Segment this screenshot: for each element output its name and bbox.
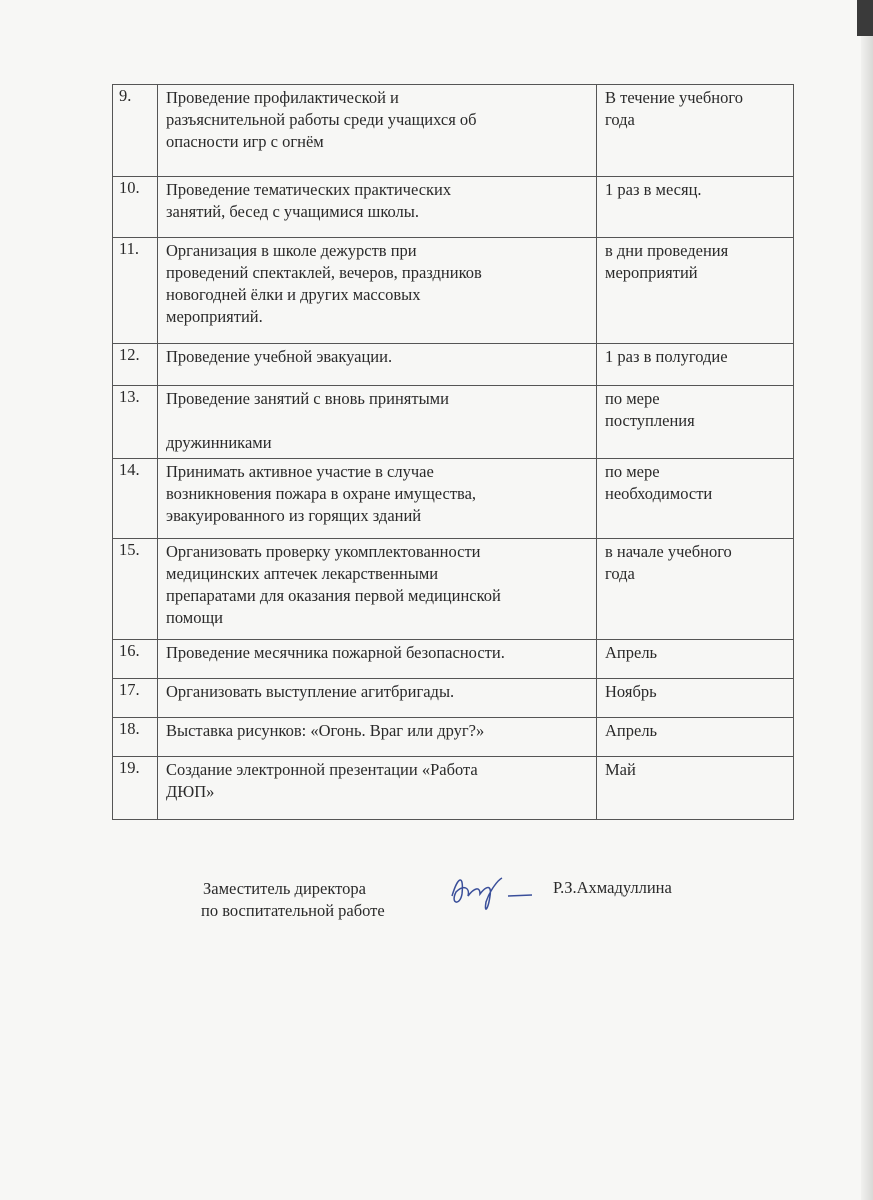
table-row [113,757,794,820]
row-number: 18. [113,718,158,757]
row-number: 19. [113,757,158,820]
row-activity: Принимать активное участие в случае возникновения пожара в охране имущества, эвакуированного из горящих зданий [158,459,597,539]
signatory-position [203,878,385,922]
table-row [113,85,794,177]
row-number: 10. [113,177,158,238]
table-row [113,539,794,640]
row-activity: Организовать проверку укомплектованности медицинских аптечек лекарственными препаратами для оказания первой медицинской помощи [158,539,597,640]
row-number: 15. [113,539,158,640]
row-activity: Организация в школе дежурств при проведений спектаклей, вечеров, праздников новогодней ёлки и других массовых мероприятий. [158,238,597,344]
row-number: 14. [113,459,158,539]
row-timing: В течение учебного года [597,85,794,177]
row-timing: Май [597,757,794,820]
table-row [113,459,794,539]
row-number: 16. [113,640,158,679]
row-activity: Организовать выступление агитбригады. [158,679,597,718]
row-timing: по мере поступления [597,386,794,459]
row-timing: 1 раз в месяц. [597,177,794,238]
row-number: 11. [113,238,158,344]
row-activity: Проведение профилактической и разъяснительной работы среди учащихся об опасности игр с огнём [158,85,597,177]
row-number: 13. [113,386,158,459]
activity-plan-table [112,84,794,820]
handwritten-signature [440,866,540,916]
row-activity: Проведение месячника пожарной безопасности. [158,640,597,679]
row-timing: в начале учебного года [597,539,794,640]
table-row [113,640,794,679]
row-activity: Выставка рисунков: «Огонь. Враг или друг?» [158,718,597,757]
table-row [113,718,794,757]
row-timing: Ноябрь [597,679,794,718]
scan-edge [861,0,873,1200]
row-timing: в дни проведения мероприятий [597,238,794,344]
row-timing: Апрель [597,718,794,757]
row-activity: Проведение учебной эвакуации. [158,344,597,386]
table-row [113,177,794,238]
table-row [113,344,794,386]
row-number: 9. [113,85,158,177]
position-line-1: Заместитель директора [203,879,366,898]
row-activity: Проведение тематических практических занятий, бесед с учащимися школы. [158,177,597,238]
row-timing: по мере необходимости [597,459,794,539]
row-timing: 1 раз в полугодие [597,344,794,386]
row-number: 12. [113,344,158,386]
row-number: 17. [113,679,158,718]
row-timing: Апрель [597,640,794,679]
position-line-2: по воспитательной работе [201,901,385,920]
scan-corner-mark [857,0,873,36]
row-activity: Создание электронной презентации «Работа ДЮП» [158,757,597,820]
signatory-name: Р.З.Ахмадуллина [553,878,672,897]
table-row [113,679,794,718]
table-row [113,386,794,459]
table-row [113,238,794,344]
row-activity: Проведение занятий с вновь принятыми дружинниками [158,386,597,459]
